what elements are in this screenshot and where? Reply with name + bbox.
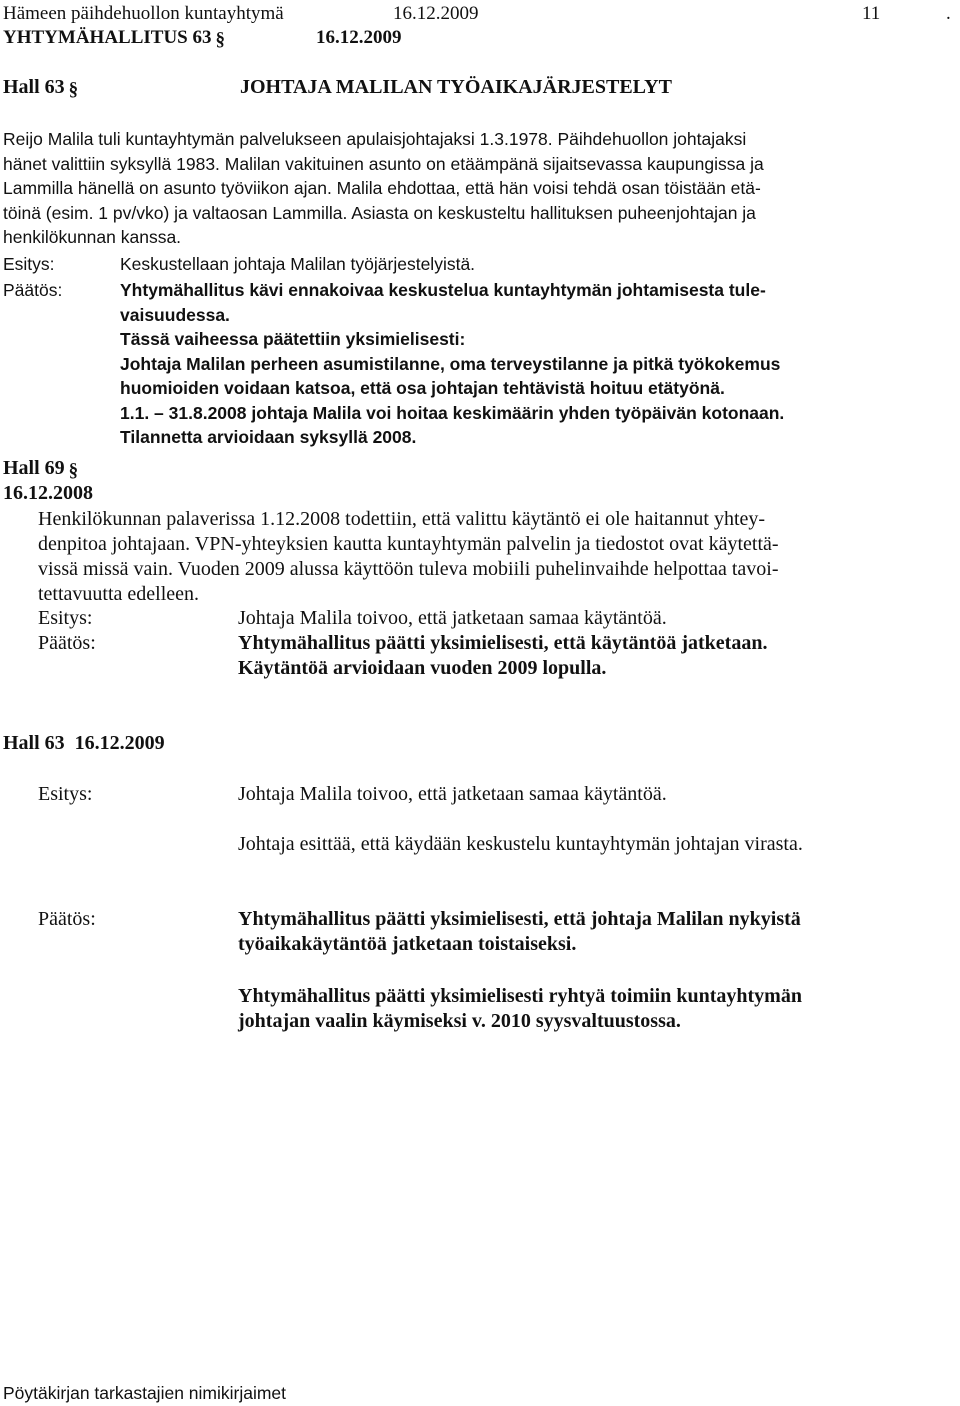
esitys-text-1: Keskustellaan johtaja Malilan työjärjestelyistä.	[120, 254, 476, 274]
section-sign-icon	[69, 77, 79, 102]
paatos-text-3a	[238, 907, 801, 957]
paatos-line: Yhtymähallitus päätti yksimielisesti, että johtaja Malilan nykyistä	[238, 908, 801, 930]
paatos-label-2: Päätös:	[38, 632, 96, 654]
paatos-line: työaikakäytäntöä jatketaan toistaiseksi.	[238, 933, 577, 955]
paatos-line: johtajan vaalin käymiseksi v. 2010 syysvaltuustossa.	[238, 1010, 681, 1032]
paatos-line: 1.1. – 31.8.2008 johtaja Malila voi hoitaa keskimäärin yhden työpäivän kotonaan.	[120, 402, 785, 423]
intro-line: henkilökunnan kanssa.	[3, 227, 182, 247]
paatos-line: Käytäntöä arvioidaan vuoden 2009 lopulla.	[238, 657, 607, 679]
intro-paragraph	[3, 127, 764, 250]
board-name: YHTYMÄHALLITUS 63	[3, 27, 212, 48]
esitys-text-2: Johtaja Malila toivoo, että jatketaan samaa käytäntöä.	[238, 607, 667, 629]
header-date: 16.12.2009	[393, 3, 479, 24]
item-title: JOHTAJA MALILAN TYÖAIKAJÄRJESTELYT	[240, 76, 672, 98]
paatos-label-3: Päätös:	[38, 908, 96, 930]
esitys-label-2: Esitys:	[38, 607, 93, 629]
paatos-text-3b	[238, 984, 802, 1034]
paatos-text-1	[120, 278, 784, 450]
intro-line: töinä (esim. 1 pv/vko) ja valtaosan Lammilla. Asiasta on keskusteltu hallituksen puheenjohtajan ja	[3, 202, 756, 223]
footer-text: Pöytäkirjan tarkastajien nimikirjaimet	[3, 1383, 287, 1403]
block2-section: Hall 69§	[3, 456, 78, 483]
block2-paragraph	[38, 507, 779, 607]
paatos-line: Tässä vaiheessa päätettiin yksimielisesti:	[120, 329, 466, 349]
paatos-line: Yhtymähallitus kävi ennakoivaa keskustelua kuntayhtymän johtamisesta tule-	[120, 280, 766, 300]
section-sign-icon	[216, 28, 226, 52]
paatos-line: vaisuudessa.	[120, 304, 230, 325]
page-number: 11	[862, 3, 881, 24]
esitys-label-1: Esitys:	[3, 254, 55, 274]
intro-line: hänet valittiin syksyllä 1983. Malilan vakituinen asunto on etäämpänä sijaitsevassa kaupungissa ja	[3, 153, 764, 174]
intro-line: Lammilla hänellä on asunto työviikon ajan. Malila ehdottaa, että hän voisi tehdä osan töistään etä-	[3, 178, 761, 198]
paatos-line: Yhtymähallitus päätti yksimielisesti, että käytäntöä jatketaan.	[238, 632, 768, 654]
paatos-line: Johtaja Malilan perheen asumistilanne, oma terveystilanne ja pitkä työkokemus	[120, 353, 781, 374]
header-org: Hämeen päihdehuollon kuntayhtymä	[3, 3, 284, 24]
paatos-line: Tilannetta arvioidaan syksyllä 2008.	[120, 427, 417, 447]
esitys-text-3a: Johtaja Malila toivoo, että jatketaan samaa käytäntöä.	[238, 783, 667, 805]
paatos-line: huomioiden voidaan katsoa, että osa johtajan tehtävistä hoituu etätyönä.	[120, 378, 725, 398]
item-section: Hall 63§	[3, 75, 78, 102]
paatos-line: Yhtymähallitus päätti yksimielisesti ryhtyä toimiin kuntayhtymän	[238, 985, 802, 1007]
esitys-label-3: Esitys:	[38, 783, 93, 805]
paragraph-line: Henkilökunnan palaverissa 1.12.2008 todettiin, että valittu käytäntö ei ole haitannut yhtey-	[38, 508, 766, 530]
paatos-label-1: Päätös:	[3, 280, 63, 300]
page-dot: .	[946, 3, 951, 24]
board-heading	[3, 26, 225, 52]
block3-heading: Hall 63 16.12.2009	[3, 732, 165, 754]
board-date: 16.12.2009	[316, 27, 402, 48]
paatos-text-2	[238, 631, 767, 681]
block2-date: 16.12.2008	[3, 482, 93, 504]
paragraph-line: tettavuutta edelleen.	[38, 583, 200, 605]
intro-line: Reijo Malila tuli kuntayhtymän palvelukseen apulaisjohtajaksi 1.3.1978. Päihdehuollon johtajaksi	[3, 129, 747, 149]
section-sign-icon	[69, 458, 79, 483]
paragraph-line: denpitoa johtajaan. VPN-yhteyksien kautta kuntayhtymän palvelin ja tiedostot ovat käytettä-	[38, 533, 779, 555]
esitys-text-3b: Johtaja esittää, että käydään keskustelu kuntayhtymän johtajan virasta.	[238, 833, 803, 855]
paragraph-line: vissä missä vain. Vuoden 2009 alussa käyttöön tuleva mobiili puhelinvaihde helpottaa tavoi-	[38, 558, 779, 580]
